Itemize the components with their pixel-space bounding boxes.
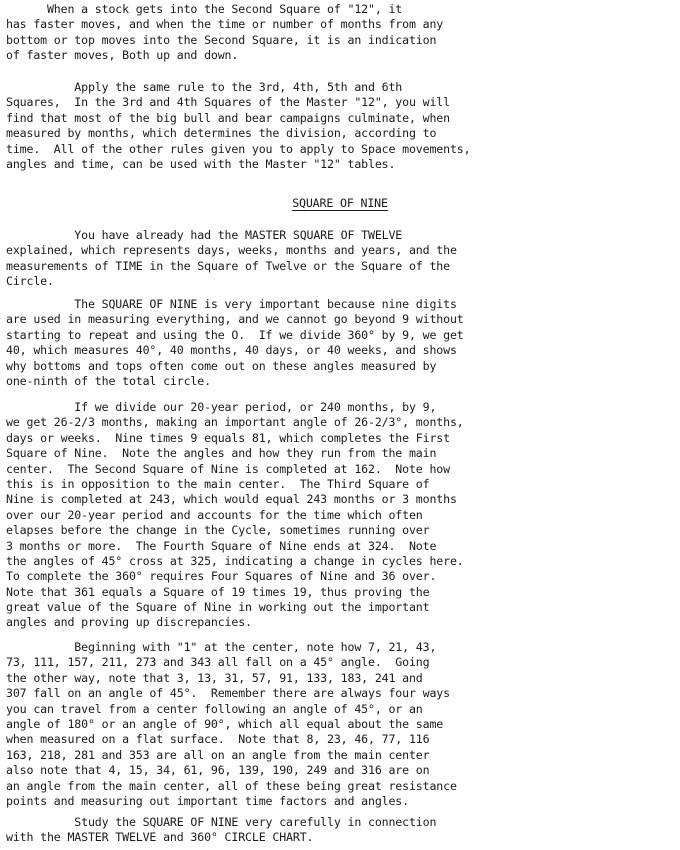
text-line: Squares, In the 3rd and 4th Squares of the Master "12", you will bbox=[6, 95, 450, 110]
paragraph-master-twelve bbox=[6, 228, 674, 290]
text-line: Square of Nine. Note the angles and how they run from the main bbox=[6, 446, 437, 461]
text-line: great value of the Square of Nine in working out the important bbox=[6, 600, 430, 615]
text-line: the angles of 45° cross at 325, indicating a change in cycles here. bbox=[6, 553, 464, 568]
text-line: days or weeks. Nine times 9 equals 81, which completes the First bbox=[6, 430, 450, 445]
text-line: The SQUARE OF NINE is very important because nine digits bbox=[6, 297, 457, 311]
text-line: 40, which measures 40°, 40 months, 40 days, or 40 weeks, and shows bbox=[6, 343, 457, 358]
text-line: measured by months, which determines the division, according to bbox=[6, 126, 437, 141]
text-line: elapses before the change in the Cycle, sometimes running over bbox=[6, 523, 430, 538]
text-line: explained, which represents days, weeks, months and years, and the bbox=[6, 243, 457, 258]
text-line: the other way, note that 3, 13, 31, 57, 91, 133, 183, 241 and bbox=[6, 670, 423, 685]
text-line: angles and time, can be used with the Master "12" tables. bbox=[6, 156, 396, 171]
text-line: 307 fall on an angle of 45°. Remember there are always four ways bbox=[6, 686, 450, 701]
text-line: starting to repeat and using the O. If we divide 360° by 9, we get bbox=[6, 327, 464, 342]
text-line: one-ninth of the total circle. bbox=[6, 373, 211, 388]
text-line: points and measuring out important time factors and angles. bbox=[6, 793, 409, 808]
text-line: 3 months or more. The Fourth Square of Nine ends at 324. Note bbox=[6, 538, 437, 553]
text-line: Beginning with "1" at the center, note how 7, 21, 43, bbox=[6, 640, 437, 654]
paragraph-nine-digits bbox=[6, 297, 674, 389]
text-line: over our 20-year period and accounts for the time which often bbox=[6, 507, 423, 522]
text-line: angle of 180° or an angle of 90°, which all equal about the same bbox=[6, 716, 444, 731]
text-line: center. The Second Square of Nine is completed at 162. Note how bbox=[6, 461, 450, 476]
text-line: this is in opposition to the main center. The Third Square of bbox=[6, 476, 430, 491]
text-line: angles and proving up discrepancies. bbox=[6, 615, 252, 630]
text-line: we get 26-2/3 months, making an important angle of 26-2/3°, months, bbox=[6, 415, 464, 430]
text-line: Apply the same rule to the 3rd, 4th, 5th and 6th bbox=[6, 80, 403, 94]
text-line: an angle from the main center, all of these being great resistance bbox=[6, 778, 457, 793]
text-line: are used in measuring everything, and we cannot go beyond 9 without bbox=[6, 312, 464, 327]
text-line: of faster moves, Both up and down. bbox=[6, 48, 239, 63]
section-heading bbox=[0, 196, 680, 211]
text-line: When a stock gets into the Second Square of "12", it bbox=[6, 2, 403, 16]
paragraph-second-square bbox=[6, 2, 674, 64]
text-line: time. All of the other rules given you to apply to Space movements, bbox=[6, 141, 471, 156]
text-line: you can travel from a center following an angle of 45°, or an bbox=[6, 701, 423, 716]
text-line: 163, 218, 281 and 353 are all on an angle from the main center bbox=[6, 747, 430, 762]
text-line: has faster moves, and when the time or number of months from any bbox=[6, 17, 444, 32]
text-line: To complete the 360° requires Four Squares of Nine and 36 over. bbox=[6, 569, 437, 584]
text-line: with the MASTER TWELVE and 360° CIRCLE CHART. bbox=[6, 830, 314, 845]
text-line: measurements of TIME in the Square of Twelve or the Square of the bbox=[6, 258, 450, 273]
text-line: Nine is completed at 243, which would equal 243 months or 3 months bbox=[6, 492, 457, 507]
text-line: bottom or top moves into the Second Square, it is an indication bbox=[6, 32, 437, 47]
heading-text: SQUARE OF NINE bbox=[292, 196, 388, 210]
text-line: Study the SQUARE OF NINE very carefully in connection bbox=[6, 815, 437, 829]
text-line: Note that 361 equals a Square of 19 times 19, thus proving the bbox=[6, 584, 430, 599]
text-line: Circle. bbox=[6, 274, 54, 289]
text-line: If we divide our 20-year period, or 240 months, by 9, bbox=[6, 400, 437, 414]
text-line: You have already had the MASTER SQUARE OF TWELVE bbox=[6, 228, 403, 242]
text-line: also note that 4, 15, 34, 61, 96, 139, 190, 249 and 316 are on bbox=[6, 763, 430, 778]
paragraph-twenty-year-period bbox=[6, 400, 674, 631]
text-line: why bottoms and tops often come out on these angles measured by bbox=[6, 358, 437, 373]
paragraph-study-square bbox=[6, 815, 674, 846]
text-line: when measured on a flat surface. Note that 8, 23, 46, 77, 116 bbox=[6, 732, 430, 747]
paragraph-apply-rule bbox=[6, 80, 674, 172]
paragraph-beginning-center bbox=[6, 640, 674, 809]
text-line: 73, 111, 157, 211, 273 and 343 all fall on a 45° angle. Going bbox=[6, 655, 430, 670]
text-line: find that most of the big bull and bear campaigns culminate, when bbox=[6, 110, 450, 125]
